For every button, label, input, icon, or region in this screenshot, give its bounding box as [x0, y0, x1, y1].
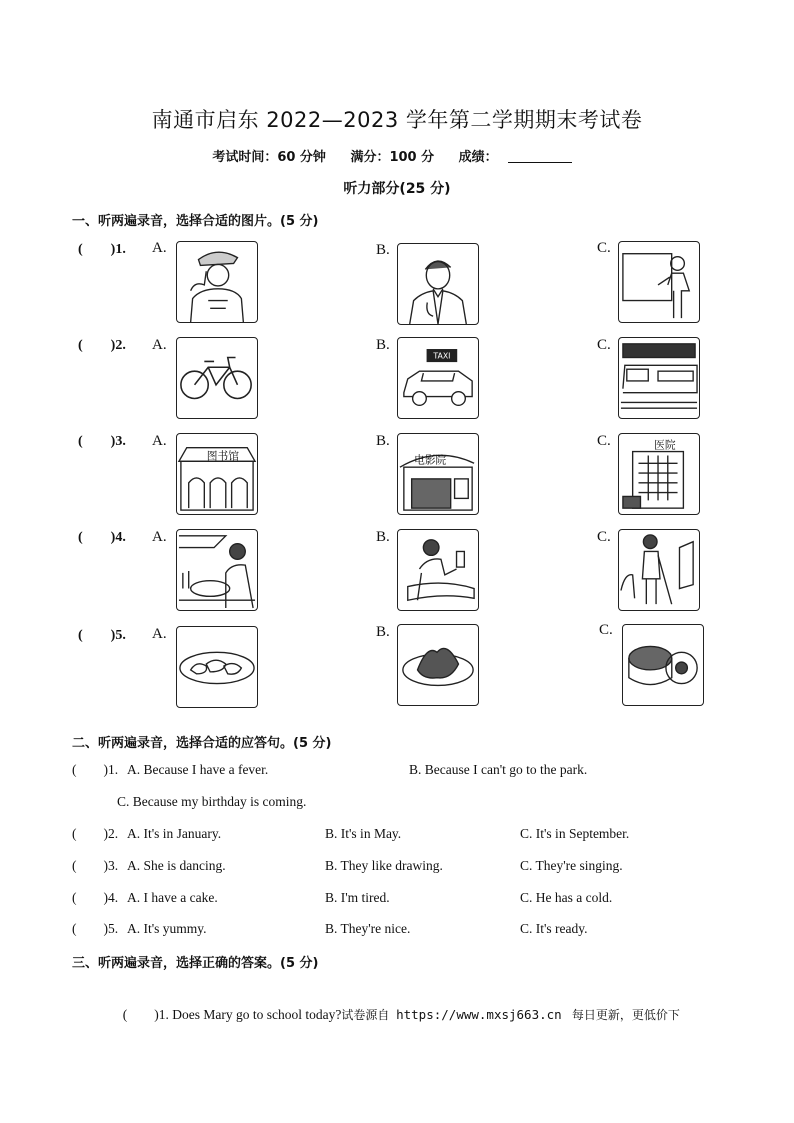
s2-q5-number[interactable]: ( )5. — [72, 921, 119, 936]
s2-q4-option-a: A. I have a cake. — [127, 890, 218, 905]
s2-q3-option-b: B. They like drawing. — [325, 858, 443, 873]
s2-q4-option-b: B. I'm tired. — [325, 890, 390, 905]
teacher-picture[interactable] — [618, 241, 700, 323]
option-b-label: B. — [376, 337, 390, 353]
s2-q1-option-c: C. Because my birthday is coming. — [117, 794, 307, 809]
cooking-picture[interactable] — [176, 529, 258, 611]
source-url-link[interactable]: https://www.mxsj663.cn — [396, 1007, 562, 1022]
page-title: 南通市启东 2022—2023 学年第二学期期末考试卷 — [151, 108, 643, 132]
s2-q1-option-b: B. Because I can't go to the park. — [409, 762, 588, 777]
q3-number[interactable]: ( )3. — [78, 434, 126, 449]
option-a-label: A. — [152, 433, 167, 449]
s2-q5-option-b: B. They're nice. — [325, 921, 411, 936]
doctor-picture[interactable] — [397, 243, 479, 325]
cleaning-table-picture[interactable] — [397, 529, 479, 611]
option-b-label: B. — [376, 529, 390, 545]
q2-number[interactable]: ( )2. — [78, 338, 126, 353]
option-b-label: B. — [376, 242, 390, 258]
taxi-sign-text: TAXI — [433, 351, 451, 361]
hospital-sign-text: 医院 — [654, 438, 676, 452]
cinema-picture[interactable] — [397, 433, 479, 515]
s2-q2-option-a: A. It's in January. — [127, 826, 222, 841]
s2-q4-number[interactable]: ( )4. — [72, 890, 119, 905]
s2-q2-option-b: B. It's in May. — [325, 826, 402, 841]
score-label: 成绩： — [458, 150, 498, 165]
s3-q1 — [116, 990, 680, 1023]
taxi-picture[interactable] — [397, 337, 479, 419]
s2-q2-number[interactable]: ( )2. — [72, 826, 119, 841]
option-c-label: C. — [597, 337, 611, 353]
s2-q3-option-a: A. She is dancing. — [127, 858, 226, 873]
option-c-label: C. — [597, 433, 611, 449]
vegetable-dish-picture[interactable] — [397, 624, 479, 706]
section2-heading: 二、听两遍录音，选择合适的应答句。(5 分) — [72, 736, 332, 751]
option-b-label: B. — [376, 624, 390, 640]
police-officer-picture[interactable] — [176, 241, 258, 323]
full-marks: 满分：100 分 — [350, 150, 435, 165]
option-c-label: C. — [597, 240, 611, 256]
s2-q3-option-c: C. They're singing. — [520, 858, 623, 873]
cinema-sign-text: 电影院 — [414, 453, 447, 467]
dumplings-picture[interactable] — [176, 626, 258, 708]
exam-meta — [0, 146, 794, 165]
option-a-label: A. — [152, 240, 167, 256]
hospital-picture[interactable] — [618, 433, 700, 515]
s2-q1-option-a: A. Because I have a fever. — [127, 762, 269, 777]
option-a-label: A. — [152, 529, 167, 545]
score-field — [459, 150, 582, 165]
option-c-label: C. — [597, 529, 611, 545]
s2-q5-option-c: C. It's ready. — [520, 921, 588, 936]
option-b-label: B. — [376, 433, 390, 449]
library-picture[interactable] — [176, 433, 258, 515]
library-sign-text: 图书馆 — [206, 449, 239, 463]
section1-heading: 一、听两遍录音，选择合适的图片。(5 分) — [72, 214, 319, 229]
s2-q3-number[interactable]: ( )3. — [72, 858, 119, 873]
option-a-label: A. — [152, 626, 167, 642]
train-picture[interactable] — [618, 337, 700, 419]
s2-q1-number[interactable]: ( )1. — [72, 762, 119, 777]
sweeping-picture[interactable] — [618, 529, 700, 611]
listening-part-heading: 听力部分(25 分) — [343, 181, 451, 197]
s2-q2-option-c: C. It's in September. — [520, 826, 630, 841]
section3-heading: 三、听两遍录音，选择正确的答案。(5 分) — [72, 956, 319, 971]
mooncakes-picture[interactable] — [622, 624, 704, 706]
q1-number[interactable]: ( )1. — [78, 242, 126, 257]
q5-number[interactable]: ( )5. — [78, 628, 126, 643]
exam-time: 考试时间：60 分钟 — [212, 150, 326, 165]
promo-text: 每日更新，更低价下 — [571, 1008, 680, 1022]
s2-q4-option-c: C. He has a cold. — [520, 890, 613, 905]
s3-q1-question[interactable]: ( )1. Does Mary go to school today? — [122, 1007, 342, 1022]
score-blank[interactable] — [508, 162, 572, 163]
option-c-label: C. — [599, 622, 613, 638]
q4-number[interactable]: ( )4. — [78, 530, 126, 545]
s2-q5-option-a: A. It's yummy. — [127, 921, 207, 936]
source-label: 试卷源自 — [341, 1008, 390, 1022]
option-a-label: A. — [152, 337, 167, 353]
bicycle-picture[interactable] — [176, 337, 258, 419]
